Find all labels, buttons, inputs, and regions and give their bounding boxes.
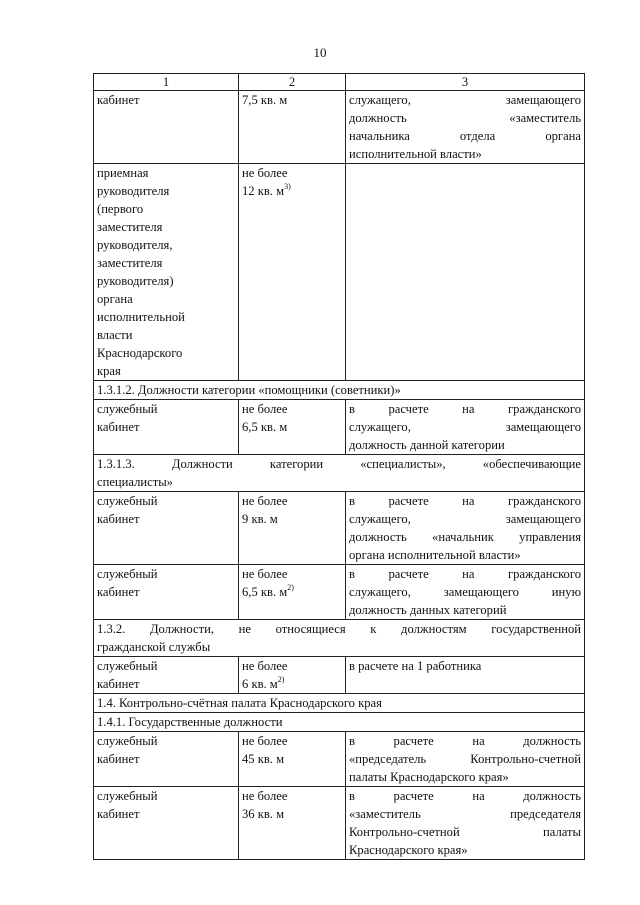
table-row <box>94 91 585 164</box>
footnote-mark: 2) <box>277 675 285 684</box>
premise-cell <box>94 657 239 694</box>
header-col-1: 1 <box>94 74 239 91</box>
cell-line: кабинет <box>97 807 140 821</box>
section-row <box>94 455 585 492</box>
area-line: не более <box>242 494 288 508</box>
cell-line: служебный <box>97 567 158 581</box>
basis-cell <box>346 492 585 565</box>
basis-line: служащего, замещающего <box>349 93 581 107</box>
area-line: 12 кв. $м^{3)}$ <box>242 182 291 198</box>
section-line: 1.4. Контрольно-счётная палата Краснодарского края <box>97 696 382 710</box>
area-cell <box>239 565 346 620</box>
premise-cell <box>94 91 239 164</box>
cell-line: края <box>97 364 121 378</box>
area-line: 9 кв. м <box>242 512 278 526</box>
premise-cell <box>94 492 239 565</box>
basis-cell <box>346 565 585 620</box>
basis-line: органа исполнительной власти» <box>349 548 521 562</box>
cell-line: кабинет <box>97 420 140 434</box>
basis-line: должность данной категории <box>349 438 505 452</box>
cell-line: служебный <box>97 402 158 416</box>
page-number: 10 <box>313 45 327 60</box>
cell-line: власти <box>97 328 133 342</box>
premise-cell <box>94 787 239 860</box>
cell-line: органа <box>97 292 133 306</box>
basis-line: Краснодарского края» <box>349 843 468 857</box>
cell-line: служебный <box>97 789 158 803</box>
cell-line: кабинет <box>97 512 140 526</box>
section-row <box>94 381 585 400</box>
basis-line: в расчете на 1 работника <box>349 659 482 673</box>
basis-line: в расчете на гражданского <box>349 567 581 581</box>
section-heading <box>94 694 585 713</box>
basis-line: служащего, замещающего иную <box>349 585 581 599</box>
premise-cell <box>94 400 239 455</box>
table-row <box>94 657 585 694</box>
area-cell <box>239 164 346 381</box>
basis-line: в расчете на должность <box>349 789 581 803</box>
premise-cell <box>94 732 239 787</box>
area-line: не более <box>242 789 288 803</box>
section-heading <box>94 455 585 492</box>
cell-line: служебный <box>97 494 158 508</box>
cell-line: (первого <box>97 202 144 216</box>
basis-line: служащего, замещающего <box>349 512 581 526</box>
basis-cell <box>346 164 585 381</box>
basis-cell <box>346 787 585 860</box>
norms-table <box>93 73 585 860</box>
section-line: гражданской службы <box>97 640 211 654</box>
footnote-mark: 2) <box>287 583 294 592</box>
area-cell <box>239 657 346 694</box>
premise-cell <box>94 565 239 620</box>
table-row <box>94 565 585 620</box>
basis-cell <box>346 91 585 164</box>
cell-line: заместителя <box>97 220 163 234</box>
section-row <box>94 620 585 657</box>
section-line: 1.3.2. Должности, не относящиеся к должностям государственной <box>97 622 581 636</box>
basis-line: должность данных категорий <box>349 603 507 617</box>
premise-cell <box>94 164 239 381</box>
cell-line: заместителя <box>97 256 163 270</box>
section-line: 1.4.1. Государственные должности <box>97 715 283 729</box>
cell-line: приемная <box>97 166 149 180</box>
section-line: специалисты» <box>97 475 173 489</box>
area-cell <box>239 787 346 860</box>
basis-cell <box>346 657 585 694</box>
basis-cell <box>346 400 585 455</box>
table-row <box>94 400 585 455</box>
area-line: не более <box>242 402 288 416</box>
basis-line: в расчете на гражданского <box>349 494 581 508</box>
area-line: 7,5 кв. м <box>242 93 288 107</box>
cell-line: руководителя, <box>97 238 173 252</box>
basis-line: должность «начальник управления <box>349 530 581 544</box>
section-heading <box>94 381 585 400</box>
section-row <box>94 694 585 713</box>
basis-cell <box>346 732 585 787</box>
area-cell <box>239 91 346 164</box>
cell-line: служебный <box>97 734 158 748</box>
basis-line: Контрольно-счетной палаты <box>349 825 581 839</box>
cell-line: кабинет <box>97 752 140 766</box>
section-heading <box>94 620 585 657</box>
basis-line: в расчете на гражданского <box>349 402 581 416</box>
cell-line: руководителя <box>97 184 170 198</box>
footnote-mark: 3) <box>284 182 291 191</box>
section-row <box>94 713 585 732</box>
area-cell <box>239 400 346 455</box>
table-row <box>94 787 585 860</box>
section-line: 1.3.1.3. Должности категории «специалисты», «обеспечивающие <box>97 457 581 471</box>
basis-line: исполнительной власти» <box>349 147 482 161</box>
section-heading <box>94 713 585 732</box>
area-line: не более <box>242 567 288 581</box>
cell-line: служебный <box>97 659 158 673</box>
area-line: 6,5 кв. $м^{2)}$ <box>242 583 294 599</box>
basis-line: начальника отдела органа <box>349 129 581 143</box>
basis-line: служащего, замещающего <box>349 420 581 434</box>
area-line: 6,5 кв. м <box>242 420 288 434</box>
area-line: 6 кв. $м^{2)}$ <box>242 675 285 691</box>
cell-line: Краснодарского <box>97 346 183 360</box>
area-line: 45 кв. м <box>242 752 285 766</box>
basis-line: палаты Краснодарского края» <box>349 770 509 784</box>
area-cell <box>239 732 346 787</box>
section-line: 1.3.1.2. Должности категории «помощники (советники)» <box>97 383 401 397</box>
basis-line: «заместитель председателя <box>349 807 581 821</box>
area-line: 36 кв. м <box>242 807 285 821</box>
area-line: не более <box>242 659 288 673</box>
basis-line: должность «заместитель <box>349 111 581 125</box>
basis-line: в расчете на должность <box>349 734 581 748</box>
basis-line: «председатель Контрольно-счетной <box>349 752 581 766</box>
cell-line: руководителя) <box>97 274 174 288</box>
cell-line: кабинет <box>97 585 140 599</box>
table-row <box>94 492 585 565</box>
area-cell <box>239 492 346 565</box>
header-col-3: 3 <box>346 74 585 91</box>
cell-line: исполнительной <box>97 310 185 324</box>
area-line: не более <box>242 734 288 748</box>
header-row <box>94 74 585 91</box>
header-col-2: 2 <box>239 74 346 91</box>
cell-line: кабинет <box>97 677 140 691</box>
table-row <box>94 732 585 787</box>
table-row <box>94 164 585 381</box>
cell-line: кабинет <box>97 93 140 107</box>
area-line: не более <box>242 166 288 180</box>
